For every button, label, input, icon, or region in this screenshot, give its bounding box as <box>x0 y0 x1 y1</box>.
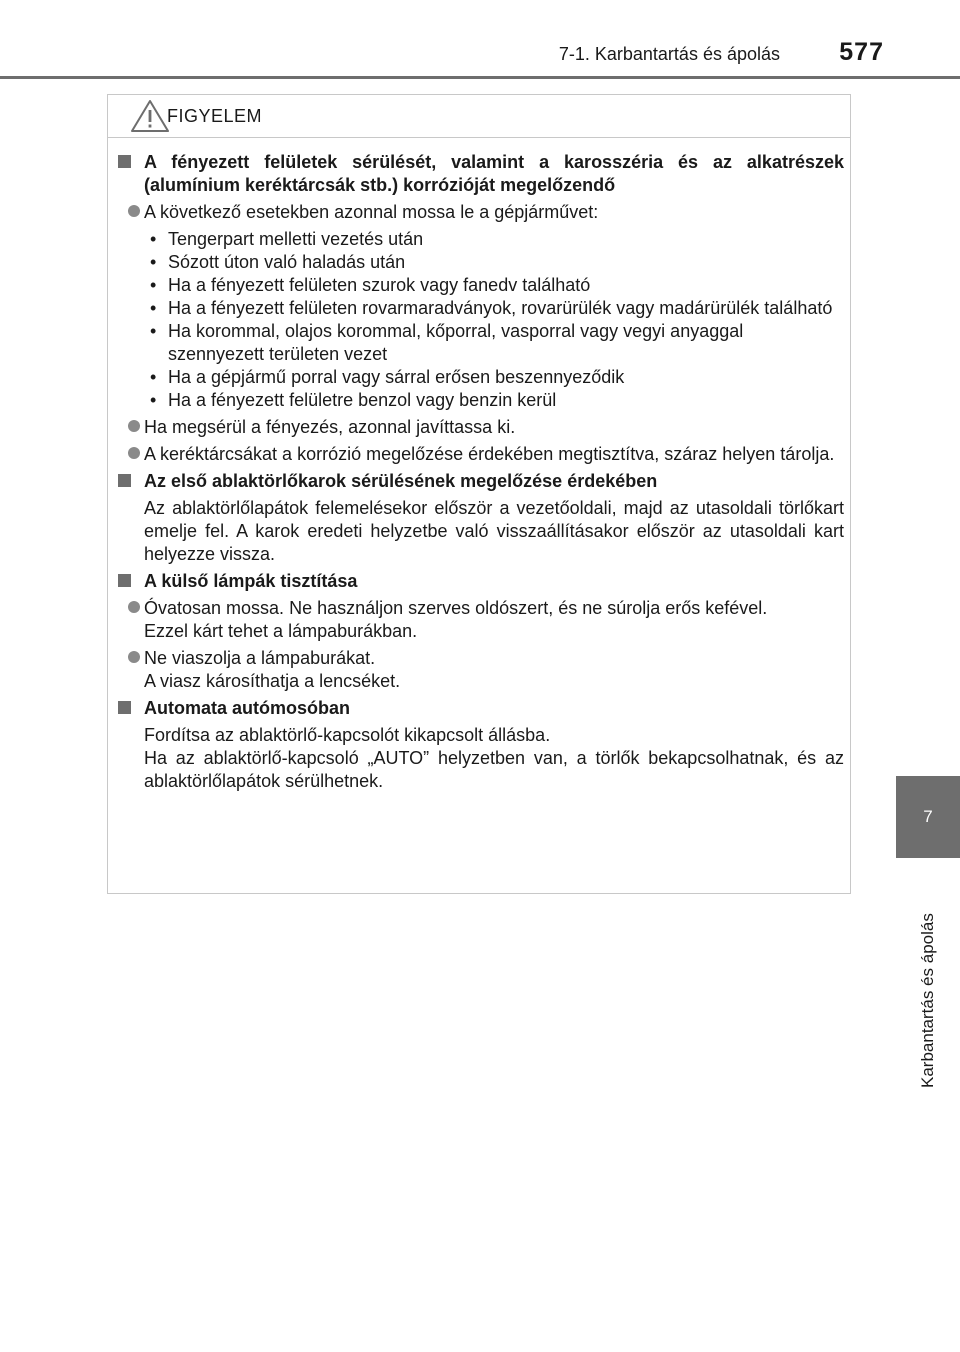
bullet-item <box>118 416 844 439</box>
caution-body <box>118 151 844 797</box>
circle-bullet-icon <box>128 420 140 432</box>
sub-list-item: • Sózott úton való haladás után <box>144 251 844 274</box>
bullet-item <box>118 647 844 693</box>
bullet-text: Ha megsérül a fényezés, azonnal javíttassa ki. <box>144 417 516 437</box>
caution-header <box>108 95 850 138</box>
bullet-text: Ne viaszolja a lámpaburákat. <box>144 648 376 668</box>
sub-list-item: • Ha a fényezett felületen szurok vagy fanedv található <box>144 274 844 297</box>
bullet-item <box>118 443 844 466</box>
bullet-item <box>118 597 844 643</box>
section-heading <box>118 470 844 493</box>
caution-label: FIGYELEM <box>167 106 263 126</box>
bullet-item <box>118 201 844 224</box>
chapter-title: Karbantartás és ápolás <box>918 913 937 1088</box>
circle-bullet-icon <box>128 205 140 217</box>
warning-triangle-icon <box>130 99 170 133</box>
square-bullet-icon <box>118 155 131 168</box>
paragraph-line: Ha az ablaktörlő-kapcsoló „AUTO” helyzetben van, a törlők bekapcsolhatnak, és az ablaktörlőlapátok sérülhetnek. <box>144 748 844 791</box>
chapter-side-label <box>896 858 960 1088</box>
circle-bullet-icon <box>128 447 140 459</box>
chapter-tab: 7 <box>896 776 960 858</box>
square-bullet-icon <box>118 574 131 587</box>
section-title: Automata autómosóban <box>144 698 351 718</box>
bullet-text: A viasz károsíthatja a lencséket. <box>144 671 401 691</box>
sub-list-item: • Ha a fényezett felületre benzol vagy benzin kerül <box>144 389 844 412</box>
header-section-title: 7-1. Karbantartás és ápolás <box>558 44 780 64</box>
sub-list-item: • Ha a fényezett felületen rovarmaradványok, rovarürülék vagy madárürülék található <box>144 297 844 320</box>
sub-list-item: • Tengerpart melletti vezetés után <box>144 228 844 251</box>
bullet-text: Óvatosan mossa. Ne használjon szerves oldószert, és ne súrolja erős kefével. <box>144 598 768 618</box>
section-paragraph: Az ablaktörlőlapátok felemelésekor először a vezetőoldali, majd az utasoldali törlőkart emelje fel. A karok eredeti helyzetbe való visszaállításakor először az utasoldali kart helyezze vissza. <box>144 498 844 564</box>
page-number: 577 <box>839 38 884 66</box>
bullet-text: A keréktárcsákat a korrózió megelőzése érdekében megtisztítva, száraz helyen tárolja. <box>144 444 835 464</box>
circle-bullet-icon <box>128 601 140 613</box>
section-title: A külső lámpák tisztítása <box>144 571 358 591</box>
sub-list-item: • Ha a gépjármű porral vagy sárral erősen beszennyeződik <box>144 366 844 389</box>
bullet-text: Ezzel kárt tehet a lámpaburákban. <box>144 621 418 641</box>
section-title: Az első ablaktörlőkarok sérülésének megelőzése érdekében <box>144 471 658 491</box>
bullet-text: A következő esetekben azonnal mossa le a gépjárművet: <box>144 202 599 222</box>
section-title: A fényezett felületek sérülését, valamint a karosszéria és az alkatrészek (alumínium keréktárcsák stb.) korrózióját megelőzendő <box>144 152 844 195</box>
header-rule <box>0 76 960 79</box>
square-bullet-icon <box>118 701 131 714</box>
section-heading <box>118 570 844 593</box>
section-heading <box>118 151 844 197</box>
sub-list <box>118 228 844 412</box>
section-paragraph <box>118 724 844 793</box>
sub-list-item: • Ha korommal, olajos korommal, kőporral, vasporral vagy vegyi anyaggal szennyezett területen vezet <box>144 320 844 366</box>
paragraph-line: Fordítsa az ablaktörlő-kapcsolót kikapcsolt állásba. <box>144 725 551 745</box>
caution-box <box>107 94 851 894</box>
section-heading <box>118 697 844 720</box>
circle-bullet-icon <box>128 651 140 663</box>
square-bullet-icon <box>118 474 131 487</box>
